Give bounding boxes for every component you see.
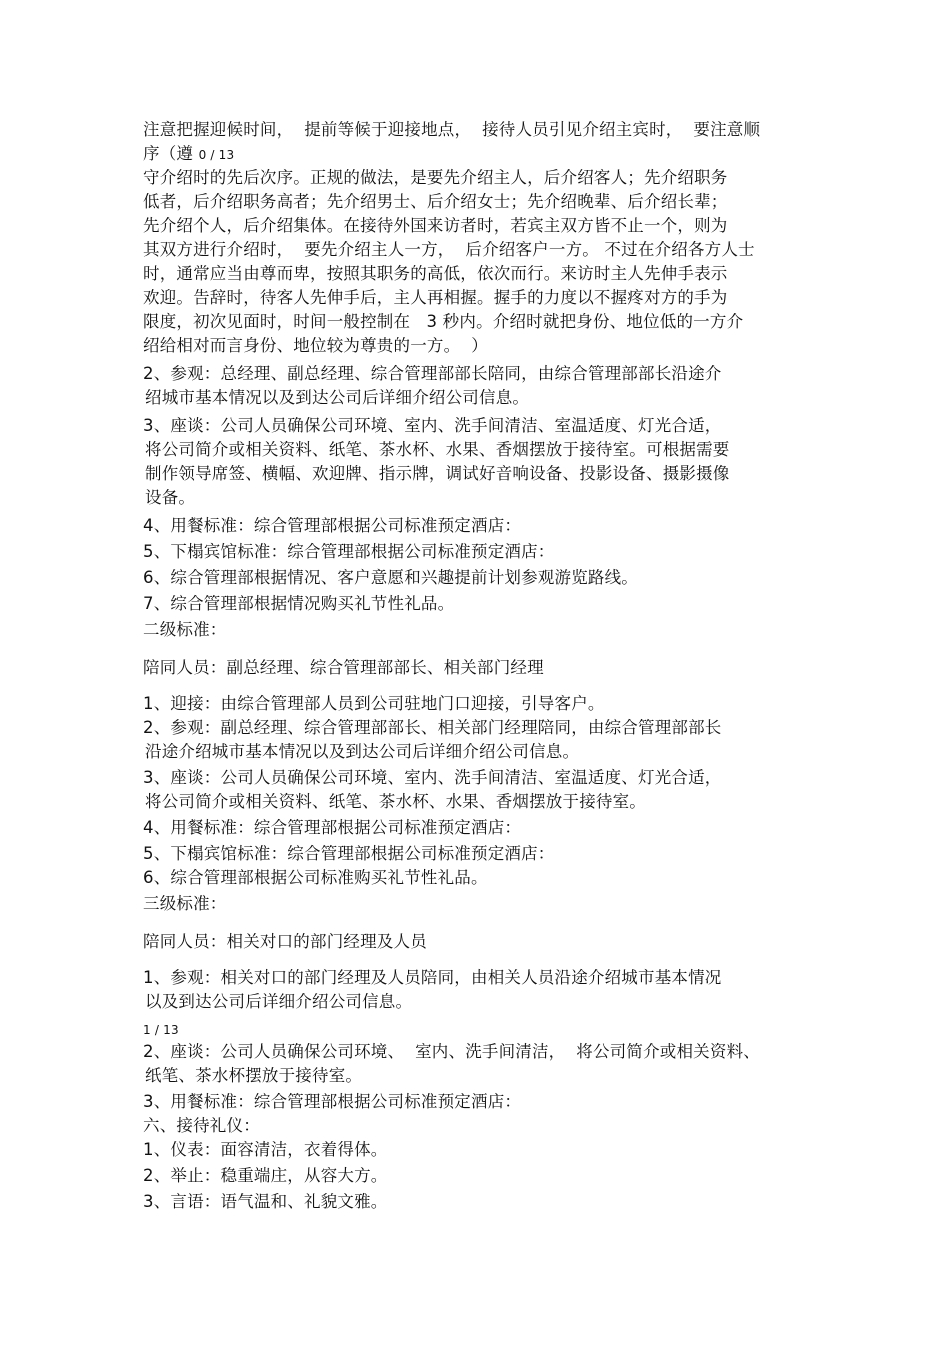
text-line: 2、参观：副总经理、综合管理部部长、相关部门经理陪同，由综合管理部部长 — [143, 718, 722, 737]
text-line: 以及到达公司后详细介绍公司信息。 — [145, 992, 413, 1011]
text-line: 时，通常应当由尊而卑，按照其职务的高低，依次而行。来访时主人先伸手表示 — [143, 264, 728, 283]
text-line: 7、综合管理部根据情况购买礼节性礼品。 — [143, 594, 455, 613]
text-line: 1、迎接：由综合管理部人员到公司驻地门口迎接，引导客户。 — [143, 694, 605, 713]
text-line: 先介绍个人，后介绍集体。在接待外国来访者时，若宾主双方皆不止一个，则为 — [143, 216, 728, 235]
text-line: 6、综合管理部根据情况、客户意愿和兴趣提前计划参观游览路线。 — [143, 568, 638, 587]
text-line: 2、参观：总经理、副总经理、综合管理部部长陪同，由综合管理部部长沿途介 — [143, 364, 722, 383]
text-line: 设备。 — [145, 488, 196, 507]
text-fragment: 序（遵 — [143, 144, 194, 163]
text-line: 5、下榻宾馆标准：综合管理部根据公司标准预定酒店： — [143, 844, 555, 863]
page-number-marker: 0 / 13 — [198, 148, 235, 162]
text-line: 3、用餐标准：综合管理部根据公司标准预定酒店： — [143, 1092, 522, 1111]
section-heading: 三级标准： — [143, 894, 227, 913]
section-heading: 二级标准： — [143, 620, 227, 639]
text-line: 沿途介绍城市基本情况以及到达公司后详细介绍公司信息。 — [145, 742, 580, 761]
text-line: 6、综合管理部根据公司标准购买礼节性礼品。 — [143, 868, 488, 887]
text-line: 将公司简介或相关资料、纸笔、茶水杯、水果、香烟摆放于接待室。 — [145, 792, 646, 811]
text-line: 欢迎。告辞时，待客人先伸手后，主人再相握。握手的力度以不握疼对方的手为 — [143, 288, 728, 307]
text-line: 低者，后介绍职务高者；先介绍男士、后介绍女士；先介绍晚辈、后介绍长辈； — [143, 192, 728, 211]
text-line: 1、仪表：面容清洁，衣着得体。 — [143, 1140, 388, 1159]
text-line: 纸笔、茶水杯摆放于接待室。 — [145, 1066, 363, 1085]
text-line: 陪同人员：副总经理、综合管理部部长、相关部门经理 — [143, 658, 544, 677]
text-line: 2、举止：稳重端庄，从容大方。 — [143, 1166, 388, 1185]
text-line: 将公司简介或相关资料、纸笔、茶水杯、水果、香烟摆放于接待室。可根据需要 — [145, 440, 730, 459]
text-line: 其双方进行介绍时， 要先介绍主人一方， 后介绍客户一方。 不过在介绍各方人士 — [143, 240, 755, 259]
text-line: 1、参观：相关对口的部门经理及人员陪同，由相关人员沿途介绍城市基本情况 — [143, 968, 722, 987]
section-heading: 六、接待礼仪： — [143, 1116, 260, 1135]
text-line: 绍给相对而言身份、地位较为尊贵的一方。 ） — [143, 336, 488, 355]
text-line: 3、座谈：公司人员确保公司环境、室内、洗手间清洁、室温适度、灯光合适， — [143, 416, 722, 435]
text-line: 守介绍时的先后次序。正规的做法，是要先介绍主人，后介绍客人；先介绍职务 — [143, 168, 728, 187]
text-line: 2、座谈：公司人员确保公司环境、 室内、洗手间清洁， 将公司简介或相关资料、 — [143, 1042, 760, 1061]
text-line: 限度，初次见面时，时间一般控制在 3 秒内。介绍时就把身份、地位低的一方介 — [143, 312, 744, 331]
text-line: 4、用餐标准：综合管理部根据公司标准预定酒店： — [143, 818, 522, 837]
text-line: 3、座谈：公司人员确保公司环境、室内、洗手间清洁、室温适度、灯光合适， — [143, 768, 722, 787]
text-line: 陪同人员：相关对口的部门经理及人员 — [143, 932, 427, 951]
page-number-marker: 1 / 13 — [143, 1023, 179, 1037]
text-line: 绍城市基本情况以及到达公司后详细介绍公司信息。 — [145, 388, 530, 407]
text-line: 4、用餐标准：综合管理部根据公司标准预定酒店： — [143, 516, 522, 535]
text-line: 制作领导席签、横幅、欢迎牌、指示牌，调试好音响设备、投影设备、摄影摄像 — [145, 464, 730, 483]
text-line — [143, 142, 234, 167]
text-line: 5、下榻宾馆标准：综合管理部根据公司标准预定酒店： — [143, 542, 555, 561]
text-line: 注意把握迎候时间， 提前等候于迎接地点， 接待人员引见介绍主宾时， 要注意顺 — [143, 120, 761, 139]
text-line: 3、言语：语气温和、礼貌文雅。 — [143, 1192, 388, 1211]
